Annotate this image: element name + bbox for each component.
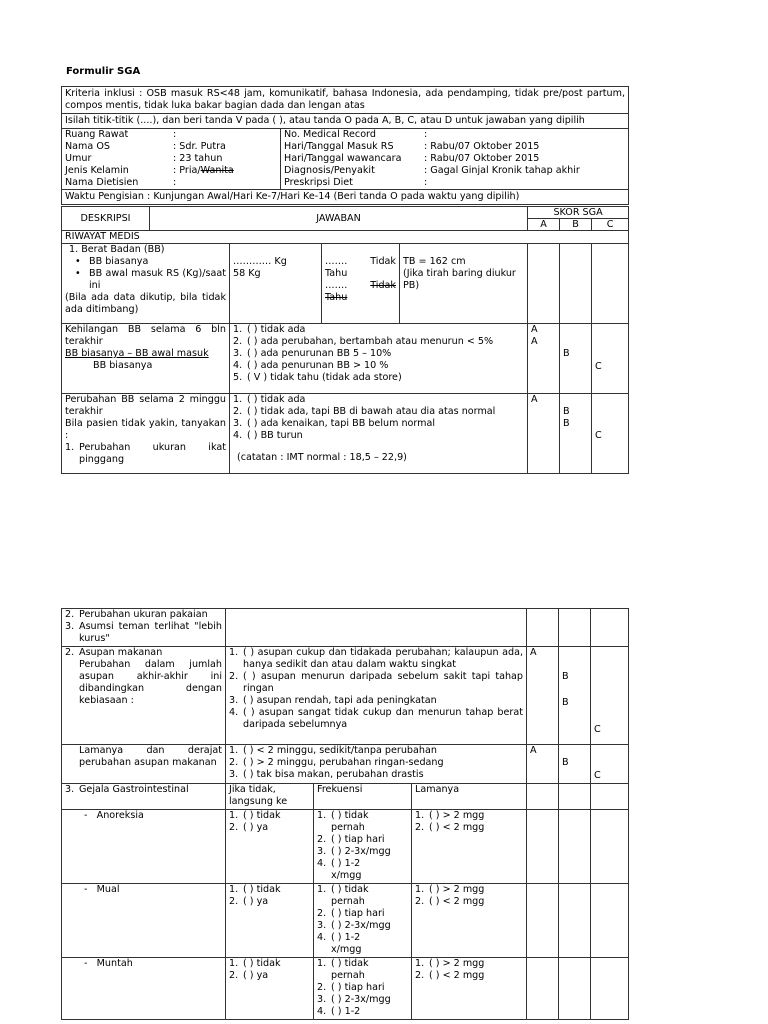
symptom-row-mual [62,884,629,958]
gejala-skor-b [559,784,591,810]
frek-option[interactable]: 4. ( ) 1-2 x/mgg [317,858,362,881]
info-jenis-kelamin: Jenis Kelamin : Pria/ Wanita [65,165,234,176]
bb-skor-b [560,244,592,324]
ukuran-continuation [62,609,226,647]
kehilangan-option[interactable]: 2. ( ) ada perubahan, bertambah atau menurun < 5% [233,336,494,347]
asupan-skor-c[interactable]: C [591,647,629,745]
bb-description [62,244,230,324]
perubahan-description [62,394,230,474]
kehilangan-formula-bottom: BB biasanya [93,360,153,371]
perubahan-option[interactable]: 1. ( ) tidak ada [233,394,306,405]
frek-option[interactable]: 2. ( ) tiap hari [317,834,385,845]
header-jawaban: JAWABAN [150,207,528,231]
ukuran-skor-a [527,609,559,647]
kehilangan-skor-a[interactable]: A A [528,324,560,394]
tb-note: (Jika tirah baring diukur PB) [403,268,516,291]
kehilangan-description [62,324,230,394]
perubahan-ukuran-pakaian: 2. Perubahan ukuran pakaian [65,609,208,620]
bb-answer [230,244,322,324]
asupan-option[interactable]: 1. ( ) asupan cukup dan tidakada perubahan; kalaupun ada, hanya sedikit dan atau dalam waktu singkat [229,647,524,670]
lamanya-skor-c[interactable]: C [591,745,629,784]
info-left [62,129,281,190]
symptom-skor-c [591,958,629,1020]
perubahan-options [230,394,528,474]
symptom-name: Anoreksia [96,810,144,821]
frek-option[interactable]: 4. ( ) 1-2 [317,1006,361,1017]
kehilangan-skor-c[interactable]: C [592,324,629,394]
col-frekuensi: Frekuensi [314,784,412,810]
symptom-row-muntah [62,958,629,1020]
symptom-name: Mual [96,884,120,895]
imt-note: (catatan : IMT normal : 18,5 – 22,9) [237,452,407,463]
info-preskripsi: Preskripsi Diet : [284,177,428,188]
ukuran-answer [226,609,527,647]
frek-option[interactable]: 3. ( ) 2-3x/mgg [317,846,391,857]
tidak-tahu-2[interactable]: ……. Tidak [325,280,396,291]
bb-answer-awal[interactable]: 58 Kg [233,268,261,279]
info-tanggal-masuk: Hari/Tanggal Masuk RS : Rabu/07 Oktober 2015 [284,141,540,152]
lamanya-skor-a[interactable]: A [527,745,559,784]
sga-table-page2 [61,608,629,1020]
bb-note: (Bila ada data dikutip, bila tidak ada ditimbang) [65,292,226,315]
jika-option[interactable]: 1. ( ) tidak [229,810,281,821]
asumsi-teman: 3. Asumsi teman terlihat "lebih kurus" [65,621,222,644]
symptom-skor-c [591,810,629,884]
perubahan-option[interactable]: 2. ( ) tidak ada, tapi BB di bawah atau dia atas normal [233,406,496,417]
info-diagnosis: Diagnosis/Penyakit : Gagal Ginjal Kronik tahap akhir [284,165,580,176]
asupan-skor-b[interactable]: B B [559,647,591,745]
kehilangan-option[interactable]: 4. ( ) ada penurunan BB > 10 % [233,360,389,371]
ukuran-skor-b [559,609,591,647]
info-tanggal-wawancara: Hari/Tanggal wawancara : Rabu/07 Oktober 2015 [284,153,540,164]
waktu-pengisian: Waktu Pengisian : Kunjungan Awal/Hari Ke-7/Hari Ke-14 (Beri tanda O pada waktu yang dipilih) [62,190,629,205]
symptom-dash: - [84,958,88,969]
symptom-skor-a [527,884,559,958]
tb-value: TB = 162 cm [403,256,466,267]
lamanya-option[interactable]: 2. ( ) > 2 minggu, perubahan ringan-sedang [229,757,444,768]
info-umur: Umur : 23 tahun [65,153,223,164]
kehilangan-option[interactable]: 5. ( V ) tidak tahu (tidak ada store) [233,372,402,383]
asupan-desc: Perubahan dalam jumlah asupan akhir-akhir ini dibandingkan dengan kebiasaan : [79,659,222,706]
perubahan-skor-b[interactable]: B B [560,394,592,474]
lama-option[interactable]: 1. ( ) > 2 mgg [415,884,485,895]
bb-answer-biasanya[interactable]: ………… Kg [233,256,287,267]
lama-option[interactable]: 2. ( ) < 2 mgg [415,896,485,907]
gejala-title: 3. Gejala Gastrointestinal [62,784,226,810]
lamanya-option[interactable]: 3. ( ) tak bisa makan, perubahan drastis [229,769,424,780]
info-right [281,129,629,190]
header-skor-c: C [592,219,629,231]
kriteria-inklusi: Kriteria inklusi : OSB masuk RS<48 jam, komunikatif, bahasa Indonesia, ada pendamping, tidak pre/post partum, compos mentis, tidak luka bakar bagian dada dan lengan atas [62,87,629,114]
symptom-skor-b [559,958,591,1020]
perubahan-title: Perubahan BB selama 2 minggu terakhir [65,394,226,417]
frek-option[interactable]: 2. ( ) tiap hari [317,908,385,919]
kehilangan-option[interactable]: 1. ( ) tidak ada [233,324,306,335]
perubahan-skor-c[interactable]: C [592,394,629,474]
asupan-skor-a[interactable]: A [527,647,559,745]
perubahan-skor-a[interactable]: A [528,394,560,474]
header-skor-b: B [560,219,592,231]
gejala-skor-c [591,784,629,810]
symptom-name: Muntah [96,958,133,969]
sga-table-page1 [61,206,629,474]
lamanya-options [226,745,527,784]
asupan-title: 2. Asupan makanan [65,647,163,658]
bb-tb [400,244,528,324]
lama-option[interactable]: 1. ( ) > 2 mgg [415,810,485,821]
kehilangan-title: Kehilangan BB selama 6 bln terakhir [65,324,226,347]
col-lamanya: Lamanya [412,784,527,810]
lama-option[interactable]: 2. ( ) < 2 mgg [415,970,485,981]
bb-tidak-tahu [322,244,400,324]
header-skor-a: A [528,219,560,231]
kehilangan-formula-top: BB biasanya – BB awal masuk [65,348,209,359]
frek-option[interactable]: 3. ( ) 2-3x/mgg [317,994,391,1005]
frek-option[interactable]: 1. ( ) tidak pernah [317,810,369,833]
riwayat-medis: RIWAYAT MEDIS [62,231,629,244]
perubahan-option[interactable]: 3. ( ) ada kenaikan, tapi BB belum normal [233,418,436,429]
tidak-tahu-1-tahu: Tahu [325,268,348,279]
frek-option[interactable]: 1. ( ) tidak pernah [317,884,369,907]
tidak-tahu-1[interactable]: ……. Tidak [325,256,396,267]
perubahan-option[interactable]: 4. ( ) BB turun [233,430,303,441]
kehilangan-option[interactable]: 3. ( ) ada penurunan BB 5 – 10% [233,348,392,359]
frek-option[interactable]: 1. ( ) tidak pernah [317,958,369,981]
header-skor-sga: SKOR SGA [528,207,629,219]
kehilangan-skor-b[interactable]: B [560,324,592,394]
ukuran-skor-c [591,609,629,647]
lamanya-skor-b[interactable]: B [559,745,591,784]
lamanya-description: Lamanya dan derajat perubahan asupan makanan [62,745,226,784]
gejala-skor-a [527,784,559,810]
perubahan-ikat-pinggang: 1. Perubahan ukuran ikat pinggang [65,442,226,465]
bb-item-biasanya: • BB biasanya [75,256,149,267]
frek-option[interactable]: 4. ( ) 1-2 x/mgg [317,932,362,955]
symptom-dash: - [84,884,88,895]
info-ruang-rawat: Ruang Rawat : [65,129,177,140]
asupan-option[interactable]: 4. ( ) asupan sangat tidak cukup dan menurun tahap berat daripada sebelumnya [229,707,524,730]
symptom-skor-a [527,958,559,1020]
symptom-skor-b [559,810,591,884]
symptom-row-anoreksia [62,810,629,884]
symptom-dash: - [84,810,88,821]
asupan-options [226,647,527,745]
form-title: Formulir SGA [66,66,141,77]
jika-option[interactable]: 2. ( ) ya [229,822,269,833]
info-nama-os: Nama OS : Sdr. Putra [65,141,226,152]
lama-option[interactable]: 2. ( ) < 2 mgg [415,822,485,833]
tidak-tahu-2-tahu: Tahu [325,292,348,303]
symptom-skor-a [527,810,559,884]
isilah-instruction: Isilah titik-titik (....), dan beri tanda V pada ( ), atau tanda O pada A, B, C, atau D untuk jawaban yang dipilih [62,114,629,129]
jika-option[interactable]: 2. ( ) ya [229,970,269,981]
bb-skor-c [592,244,629,324]
asupan-description [62,647,226,745]
kehilangan-options [230,324,528,394]
bb-title: 1. Berat Badan (BB) [69,244,165,255]
asupan-option[interactable]: 2. ( ) asupan menurun daripada sebelum sakit tapi tahap ringan [229,671,524,694]
jika-option[interactable]: 1. ( ) tidak [229,884,281,895]
jika-option[interactable]: 2. ( ) ya [229,896,269,907]
symptom-skor-b [559,884,591,958]
frek-option[interactable]: 2. ( ) tiap hari [317,982,385,993]
col-jika-tidak: Jika tidak, langsung ke [226,784,314,810]
frek-option[interactable]: 3. ( ) 2-3x/mgg [317,920,391,931]
asupan-option[interactable]: 3. ( ) asupan rendah, tapi ada peningkatan [229,695,437,706]
header-deskripsi: DESKRIPSI [62,207,150,231]
bb-skor-a [528,244,560,324]
lamanya-option[interactable]: 1. ( ) < 2 minggu, sedikit/tanpa perubahan [229,745,437,756]
jika-option[interactable]: 1. ( ) tidak [229,958,281,969]
info-nama-dietisien: Nama Dietisien : [65,177,177,188]
patient-info-table [61,86,629,205]
lama-option[interactable]: 1. ( ) > 2 mgg [415,958,485,969]
symptom-skor-c [591,884,629,958]
perubahan-hint: Bila pasien tidak yakin, tanyakan : [65,418,226,441]
info-medical-record: No. Medical Record : [284,129,428,140]
bb-item-awal: • BB awal masuk RS (Kg)/saat ini [75,268,226,291]
